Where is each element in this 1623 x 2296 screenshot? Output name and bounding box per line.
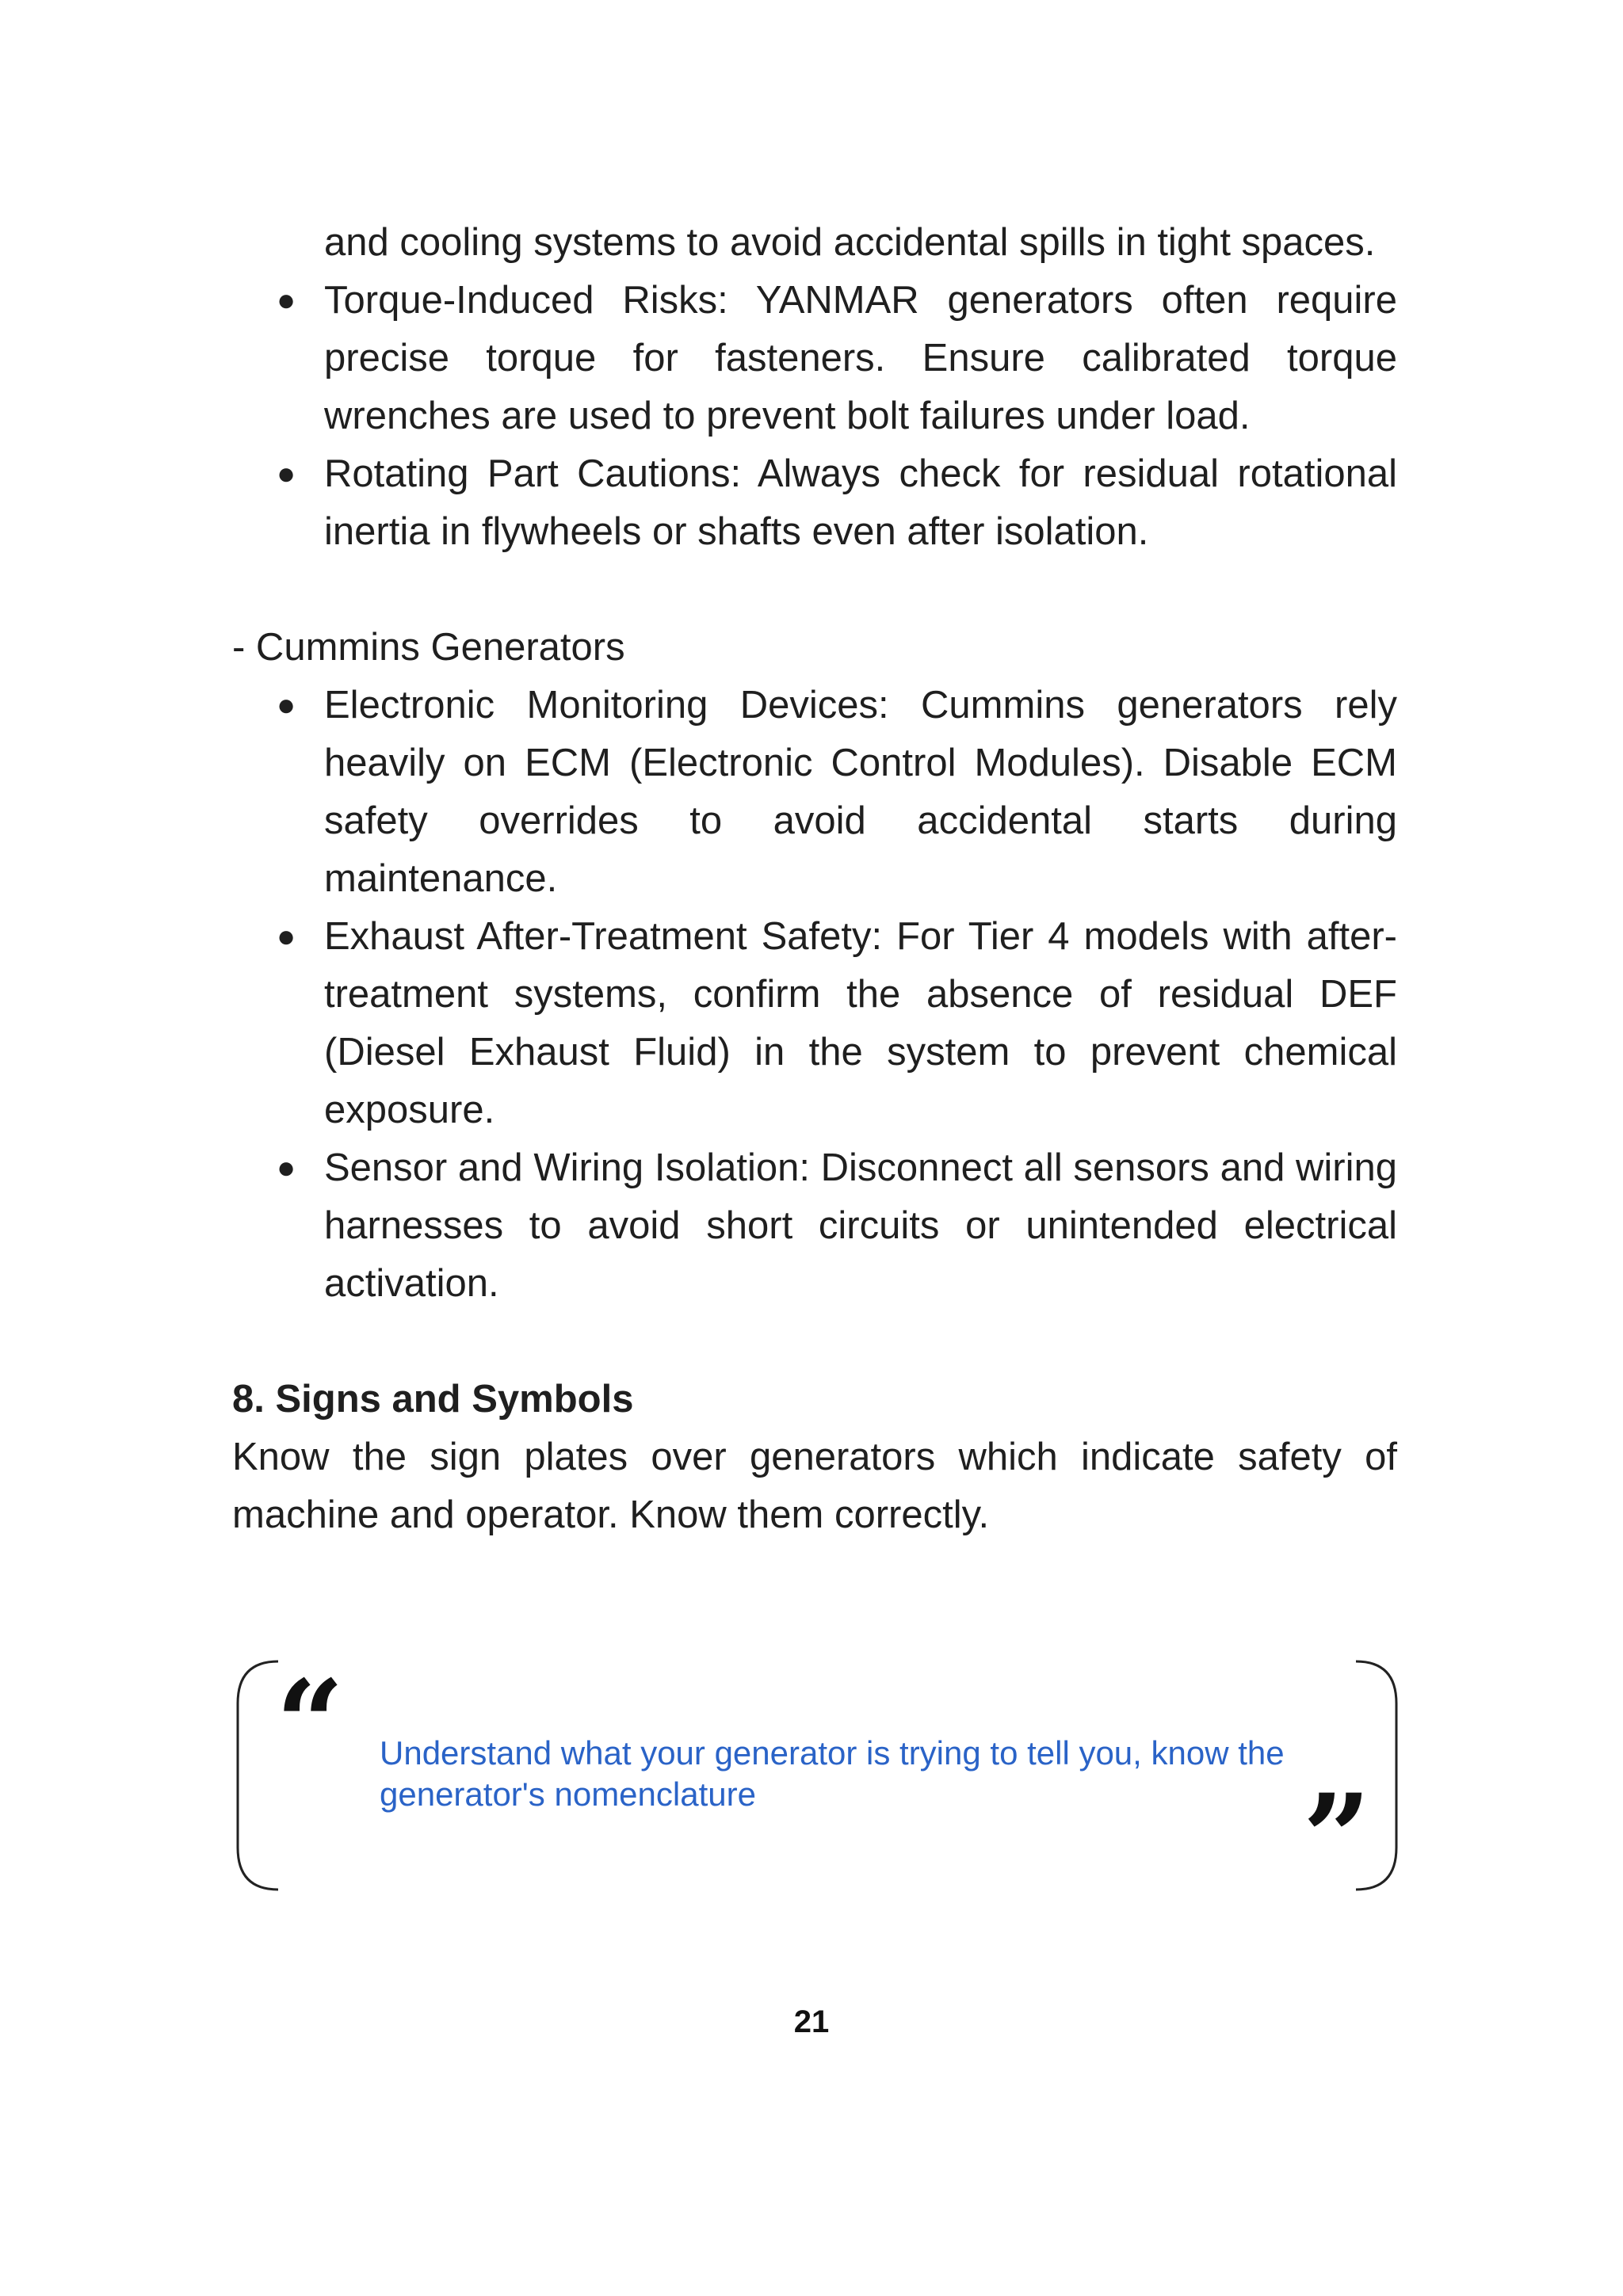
page-number: 21 <box>793 2004 830 2039</box>
list-item <box>277 677 1397 908</box>
cummins-bullet-list <box>232 677 1397 1313</box>
yanmar-bullet-list <box>232 272 1397 561</box>
list-item-text: Rotating Part Cautions: Always check for residual rotational inertia in flywheels or shafts even after isolation. <box>324 452 1397 553</box>
list-item-text: Electronic Monitoring Devices: Cummins generators rely heavily on ECM (Electronic Control Modules). Disable ECM safety overrides to avoid accidental starts during maintenance. <box>324 684 1397 900</box>
list-item-text: Torque-Induced Risks: YANMAR generators often require precise torque for fasteners. Ensure calibrated torque wrenches are used to prevent bolt failures under load. <box>324 279 1397 437</box>
bullet-icon: ● <box>277 456 296 491</box>
page-content <box>232 214 1397 1544</box>
list-item <box>277 908 1397 1139</box>
list-item-text: Exhaust After-Treatment Safety: For Tier 4 models with after-treatment systems, confirm the absence of residual DEF (Diesel Exhaust Fluid) in the system to prevent chemical exposure. <box>324 915 1397 1131</box>
list-item-text: Sensor and Wiring Isolation: Disconnect all sensors and wiring harnesses to avoid short circuits or unintended electrical activation. <box>324 1146 1397 1305</box>
quote-callout <box>235 1654 1400 1908</box>
bullet-icon: ● <box>277 919 296 954</box>
open-quote-icon: “ <box>276 1654 345 1794</box>
list-item <box>277 272 1397 445</box>
section-title: 8. Signs and Symbols <box>232 1378 634 1421</box>
close-quote-icon: ” <box>1302 1768 1371 1908</box>
list-item <box>277 445 1397 561</box>
continuation-paragraph: and cooling systems to avoid accidental spills in tight spaces. <box>324 221 1376 264</box>
list-item <box>277 1139 1397 1313</box>
quote-text: Understand what your generator is trying to tell you, know the generator's nomenclature <box>380 1734 1285 1813</box>
bullet-icon: ● <box>277 1150 296 1185</box>
cummins-heading: - Cummins Generators <box>232 626 625 669</box>
bullet-icon: ● <box>277 283 296 318</box>
bullet-icon: ● <box>277 688 296 723</box>
section-body: Know the sign plates over generators which indicate safety of machine and operator. Know them correctly. <box>232 1436 1397 1536</box>
